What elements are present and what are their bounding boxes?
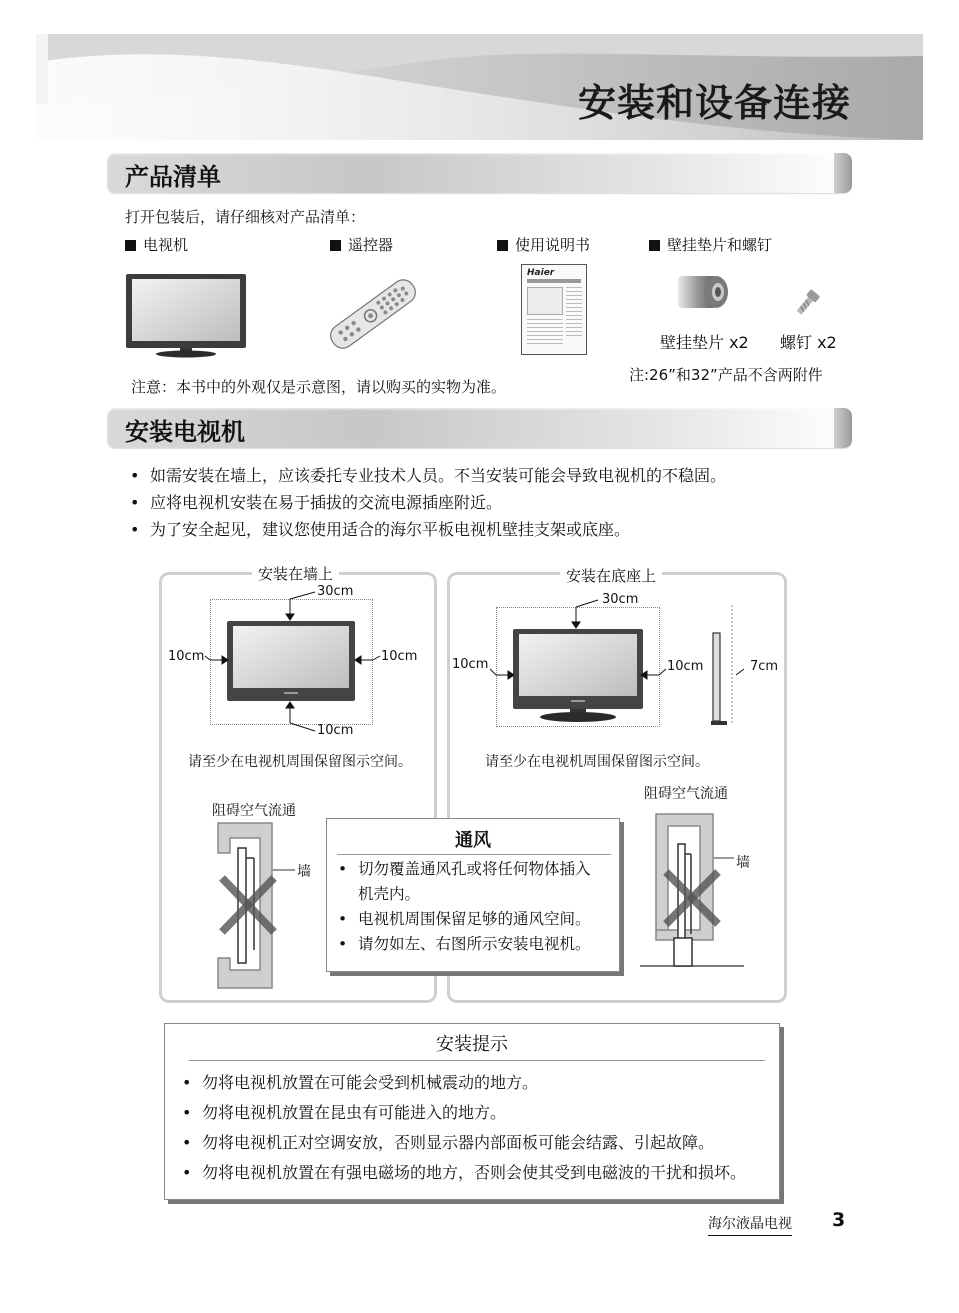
list-item: • 勿将电视机正对空调安放，否则显示器内部面板可能会结露、引起故障。	[177, 1128, 746, 1158]
square-bullet-icon	[649, 240, 660, 251]
screw-label: 螺钉 x2	[780, 333, 837, 352]
product-item-wall-kit: 壁挂垫片和螺钉	[649, 234, 772, 255]
wall-pad-label: 壁挂垫片 x2	[660, 333, 749, 352]
install-bullet-list	[125, 462, 726, 543]
stand-left-clearance: 10cm	[452, 657, 489, 672]
screw-image	[788, 284, 828, 320]
section-bar-product-list	[107, 153, 852, 193]
wall-pad-image	[672, 268, 734, 316]
square-bullet-icon	[330, 240, 341, 251]
wall-bottom-clearance: 10cm	[317, 723, 354, 738]
ventilation-box	[326, 818, 620, 972]
user-manual-image	[521, 264, 587, 355]
manual-brand-logo: Haier	[527, 268, 555, 278]
list-item: • 如需安装在墙上，应该委托专业技术人员。不当安装可能会导致电视机的不稳固。	[125, 462, 726, 489]
wall-panel-title: 安装在墙上	[252, 563, 339, 584]
stand-blocked-label: 阻碍空气流通	[644, 786, 728, 802]
product-item-tv: 电视机	[125, 234, 188, 255]
divider	[337, 854, 611, 855]
wall-label: 墙	[297, 864, 311, 880]
wall-top-clearance: 30cm	[317, 584, 354, 599]
stand-panel-title: 安装在底座上	[560, 565, 662, 586]
remote-control-image	[318, 268, 428, 360]
tips-title: 安装提示	[436, 1034, 508, 1055]
stand-top-clearance: 30cm	[602, 592, 639, 607]
section-bar-install-tv	[107, 408, 852, 448]
prohibited-cross-icon	[216, 872, 280, 938]
stand-right-clearance: 10cm	[667, 659, 704, 674]
accessory-note: 注:26”和32”产品不含两附件	[629, 366, 823, 384]
appearance-note: 注意：本书中的外观仅是示意图，请以购买的实物为准。	[131, 378, 507, 396]
list-item: • 勿将电视机放置在可能会受到机械震动的地方。	[177, 1068, 746, 1098]
prohibited-cross-icon	[660, 866, 724, 930]
wall-label: 墙	[736, 855, 750, 871]
wall-caption: 请至少在电视机周围保留图示空间。	[188, 754, 412, 770]
product-item-remote: 遥控器	[330, 234, 393, 255]
tv-side-view-drawing	[704, 603, 744, 731]
list-item-continued: 机壳内。	[358, 885, 421, 903]
ventilation-title: 通风	[455, 830, 491, 851]
page-title: 安装和设备连接	[577, 81, 851, 125]
stand-caption: 请至少在电视机周围保留图示空间。	[485, 754, 709, 770]
list-item: • 切勿覆盖通风孔或将任何物体插入	[333, 857, 591, 882]
wall-blocked-label: 阻碍空气流通	[212, 803, 296, 819]
product-item-manual: 使用说明书	[497, 234, 590, 255]
ventilation-bullet-list	[333, 857, 591, 957]
list-item: • 勿将电视机放置在有强电磁场的地方，否则会使其受到电磁波的干扰和损坏。	[177, 1158, 746, 1188]
list-item: • 请勿如左、右图所示安装电视机。	[333, 932, 591, 957]
tips-bullet-list	[177, 1068, 746, 1188]
list-item: • 勿将电视机放置在昆虫有可能进入的地方。	[177, 1098, 746, 1128]
clearance-arrows	[150, 590, 450, 750]
square-bullet-icon	[497, 240, 508, 251]
tv-product-image	[124, 272, 250, 358]
footer-brand: 海尔液晶电视	[708, 1213, 792, 1236]
page-number: 3	[832, 1209, 846, 1231]
wall-right-clearance: 10cm	[381, 649, 418, 664]
divider	[189, 1060, 765, 1061]
section-title: 产品清单	[125, 163, 221, 191]
stand-side-clearance: 7cm	[750, 659, 779, 674]
section-title: 安装电视机	[125, 418, 245, 446]
product-list-intro: 打开包装后，请仔细核对产品清单：	[125, 208, 366, 226]
wall-left-clearance: 10cm	[168, 649, 205, 664]
square-bullet-icon	[125, 240, 136, 251]
install-tips-box	[164, 1023, 780, 1200]
list-item: • 应将电视机安装在易于插拔的交流电源插座附近。	[125, 489, 726, 516]
list-item: • 为了安全起见，建议您使用适合的海尔平板电视机壁挂支架或底座。	[125, 516, 726, 543]
list-item: • 电视机周围保留足够的通风空间。	[333, 907, 591, 932]
